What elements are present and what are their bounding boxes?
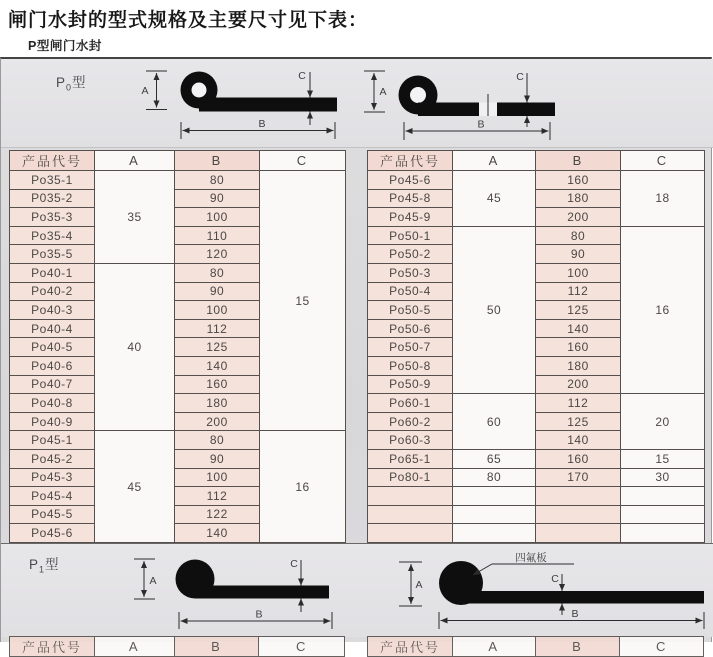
product-code-cell: Po40-1 bbox=[10, 263, 95, 282]
product-code-cell: Po60-3 bbox=[368, 431, 453, 450]
dim-b-cell: 90 bbox=[175, 282, 260, 301]
column-header: A bbox=[95, 151, 175, 171]
dim-b-cell: 112 bbox=[175, 319, 260, 338]
product-code-cell: Po35-4 bbox=[10, 226, 95, 245]
p0-spec-table-right bbox=[367, 150, 705, 543]
table-row bbox=[368, 505, 705, 524]
spec-sheet bbox=[0, 57, 712, 655]
dim-c-label: C bbox=[551, 573, 559, 585]
dim-b-cell bbox=[536, 505, 621, 524]
dim-c-label: C bbox=[298, 70, 306, 82]
dim-c-cell bbox=[621, 524, 705, 543]
dim-a-cell: 80 bbox=[453, 468, 536, 487]
product-code-cell: Po80-1 bbox=[368, 468, 453, 487]
dim-b-cell: 160 bbox=[536, 171, 621, 190]
table-row bbox=[368, 487, 705, 506]
product-code-cell: Po40-6 bbox=[10, 356, 95, 375]
product-code-cell bbox=[368, 505, 453, 524]
column-header: B bbox=[535, 637, 620, 657]
dim-c-cell bbox=[621, 487, 705, 506]
p1-type-label: $P_1$型 bbox=[29, 557, 60, 575]
page-subtitle: P型闸门水封 bbox=[28, 39, 102, 53]
seal-flange bbox=[461, 591, 704, 604]
table-row bbox=[368, 171, 705, 190]
dim-c-cell: 15 bbox=[260, 171, 346, 431]
product-code-cell: Po40-9 bbox=[10, 412, 95, 431]
product-code-cell: Po50-7 bbox=[368, 338, 453, 357]
dim-b-cell: 140 bbox=[536, 319, 621, 338]
product-code-cell: Po45-1 bbox=[10, 431, 95, 450]
dim-b-cell: 100 bbox=[175, 468, 260, 487]
dim-a-cell: 45 bbox=[95, 431, 175, 543]
product-code-cell bbox=[368, 487, 453, 506]
product-code-cell: Po40-2 bbox=[10, 282, 95, 301]
dim-b-label: B bbox=[571, 608, 579, 620]
ptfe-plate-label: 四氟板 bbox=[515, 552, 547, 564]
product-code-cell: Po50-9 bbox=[368, 375, 453, 394]
product-code-cell: Po60-1 bbox=[368, 394, 453, 413]
dim-b-label: B bbox=[255, 608, 263, 621]
product-code-cell: Po50-8 bbox=[368, 356, 453, 375]
p0-spec-table-left bbox=[9, 150, 346, 543]
dim-a-cell bbox=[453, 487, 536, 506]
product-code-cell: Po40-8 bbox=[10, 394, 95, 413]
dim-c-label: C bbox=[516, 71, 524, 83]
column-header: A bbox=[94, 637, 174, 657]
table-row bbox=[368, 394, 705, 413]
dim-c-cell: 16 bbox=[621, 226, 705, 393]
dim-b-cell: 120 bbox=[175, 245, 260, 264]
p1-spec-table-right bbox=[367, 636, 704, 657]
dim-b-cell: 200 bbox=[536, 208, 621, 227]
product-code-cell: Po40-5 bbox=[10, 338, 95, 357]
dim-b-cell: 110 bbox=[175, 226, 260, 245]
product-code-cell: Po45-3 bbox=[10, 468, 95, 487]
seal-bulb-hole bbox=[410, 87, 426, 103]
seal-flange bbox=[199, 98, 337, 112]
dim-b-cell: 125 bbox=[536, 301, 621, 320]
dim-b-cell: 140 bbox=[536, 431, 621, 450]
table-row bbox=[10, 171, 346, 190]
dim-a-cell bbox=[453, 524, 536, 543]
product-code-cell: Po45-2 bbox=[10, 449, 95, 468]
product-code-cell: Po45-8 bbox=[368, 189, 453, 208]
product-code-cell: Po50-3 bbox=[368, 263, 453, 282]
dim-b-cell: 122 bbox=[175, 505, 260, 524]
page-title: 闸门水封的型式规格及主要尺寸见下表： bbox=[8, 10, 369, 31]
dim-b-label: B bbox=[477, 118, 485, 131]
dim-a-cell: 45 bbox=[453, 171, 536, 227]
dim-b-cell: 80 bbox=[175, 171, 260, 190]
product-code-cell: Po40-7 bbox=[10, 375, 95, 394]
dim-a-cell bbox=[453, 505, 536, 524]
product-code-cell: Po50-2 bbox=[368, 245, 453, 264]
dim-b-cell: 200 bbox=[536, 375, 621, 394]
product-code-cell: Po60-2 bbox=[368, 412, 453, 431]
product-code-cell bbox=[368, 524, 453, 543]
product-code-cell: Po45-5 bbox=[10, 505, 95, 524]
dim-a-label: A bbox=[379, 86, 387, 98]
dim-b-cell: 112 bbox=[536, 394, 621, 413]
dim-b-cell: 160 bbox=[536, 338, 621, 357]
column-header: C bbox=[259, 637, 345, 657]
product-code-cell: Po50-6 bbox=[368, 319, 453, 338]
column-header: 产品代号 bbox=[10, 151, 95, 171]
product-code-cell: Po45-9 bbox=[368, 208, 453, 227]
dim-b-cell: 100 bbox=[175, 301, 260, 320]
product-code-cell: Po35-5 bbox=[10, 245, 95, 264]
dim-b-cell: 112 bbox=[175, 487, 260, 506]
p0-seal-diagram-slotted bbox=[359, 64, 574, 144]
dim-b-cell: 80 bbox=[536, 226, 621, 245]
dim-b-cell: 140 bbox=[175, 356, 260, 375]
dim-b-label: B bbox=[258, 118, 266, 130]
column-header: B bbox=[174, 637, 259, 657]
dim-b-cell bbox=[536, 487, 621, 506]
product-code-cell: Po50-1 bbox=[368, 226, 453, 245]
product-code-cell: Po35-1 bbox=[10, 171, 95, 190]
table-row bbox=[10, 431, 346, 450]
p1-diagram-band bbox=[1, 543, 713, 637]
product-code-cell: Po45-6 bbox=[368, 171, 453, 190]
dim-b-cell: 112 bbox=[536, 282, 621, 301]
dim-b-cell: 90 bbox=[536, 245, 621, 264]
header-row bbox=[368, 151, 705, 171]
header-row bbox=[10, 151, 346, 171]
p0-seal-diagram-plain bbox=[129, 64, 354, 144]
dim-b-cell: 90 bbox=[175, 189, 260, 208]
dim-a-cell: 65 bbox=[453, 449, 536, 468]
product-code-cell: Po65-1 bbox=[368, 449, 453, 468]
dim-b-cell: 140 bbox=[175, 524, 260, 543]
dim-b-cell: 125 bbox=[175, 338, 260, 357]
dim-a-cell: 50 bbox=[453, 226, 536, 393]
dim-b-cell: 100 bbox=[536, 263, 621, 282]
dim-a-label: A bbox=[149, 575, 157, 587]
column-header: 产品代号 bbox=[368, 151, 453, 171]
dim-b-cell: 180 bbox=[536, 189, 621, 208]
dim-c-cell: 20 bbox=[621, 394, 705, 450]
p1-seal-diagram-ptfe bbox=[359, 549, 711, 637]
product-code-cell: P035-2 bbox=[10, 189, 95, 208]
dim-b-cell: 200 bbox=[175, 412, 260, 431]
p1-table-cutoff-right bbox=[367, 636, 704, 655]
column-header: C bbox=[620, 637, 704, 657]
product-code-cell: Po50-4 bbox=[368, 282, 453, 301]
product-code-cell: Po45-4 bbox=[10, 487, 95, 506]
column-header: A bbox=[453, 151, 536, 171]
seal-bulb-hole bbox=[192, 83, 207, 98]
dim-b-cell: 125 bbox=[536, 412, 621, 431]
product-code-cell: Po45-6 bbox=[10, 524, 95, 543]
dim-b-cell: 90 bbox=[175, 449, 260, 468]
table-row bbox=[368, 468, 705, 487]
dim-c-cell bbox=[621, 505, 705, 524]
dim-b-cell: 160 bbox=[175, 375, 260, 394]
header-row bbox=[368, 637, 704, 657]
table-row bbox=[368, 226, 705, 245]
dim-b-cell bbox=[536, 524, 621, 543]
p1-spec-table-left bbox=[9, 636, 345, 657]
dim-a-label: A bbox=[141, 85, 149, 97]
column-header: B bbox=[175, 151, 260, 171]
dim-b-cell: 180 bbox=[175, 394, 260, 413]
dim-b-cell: 180 bbox=[536, 356, 621, 375]
p0-type-label: $P_0$型 bbox=[56, 75, 87, 93]
table-row bbox=[368, 449, 705, 468]
dim-a-cell: 60 bbox=[453, 394, 536, 450]
header-row bbox=[10, 637, 345, 657]
table-row bbox=[368, 524, 705, 543]
column-header: A bbox=[452, 637, 535, 657]
dim-b-cell: 100 bbox=[175, 208, 260, 227]
seal-flange bbox=[195, 586, 329, 599]
column-header: C bbox=[621, 151, 705, 171]
dim-c-label: C bbox=[290, 558, 298, 570]
product-code-cell: Po50-5 bbox=[368, 301, 453, 320]
dim-c-cell: 15 bbox=[621, 449, 705, 468]
product-code-cell: Po35-3 bbox=[10, 208, 95, 227]
column-header: 产品代号 bbox=[368, 637, 453, 657]
column-header: B bbox=[536, 151, 621, 171]
dim-c-cell: 30 bbox=[621, 468, 705, 487]
product-code-cell: Po40-3 bbox=[10, 301, 95, 320]
dim-c-cell: 16 bbox=[260, 431, 346, 543]
dim-a-cell: 35 bbox=[95, 171, 175, 264]
dim-b-cell: 80 bbox=[175, 431, 260, 450]
dim-b-cell: 80 bbox=[175, 263, 260, 282]
dim-a-cell: 40 bbox=[95, 263, 175, 430]
p1-table-cutoff-left bbox=[9, 636, 345, 655]
p0-diagram-band bbox=[1, 59, 713, 148]
product-code-cell: Po40-4 bbox=[10, 319, 95, 338]
p1-seal-diagram-plain bbox=[129, 552, 354, 634]
column-header: 产品代号 bbox=[10, 637, 95, 657]
dim-b-cell: 170 bbox=[536, 468, 621, 487]
column-header: C bbox=[260, 151, 346, 171]
dim-a-label: A bbox=[415, 579, 423, 591]
dim-b-cell: 160 bbox=[536, 449, 621, 468]
dim-c-cell: 18 bbox=[621, 171, 705, 227]
